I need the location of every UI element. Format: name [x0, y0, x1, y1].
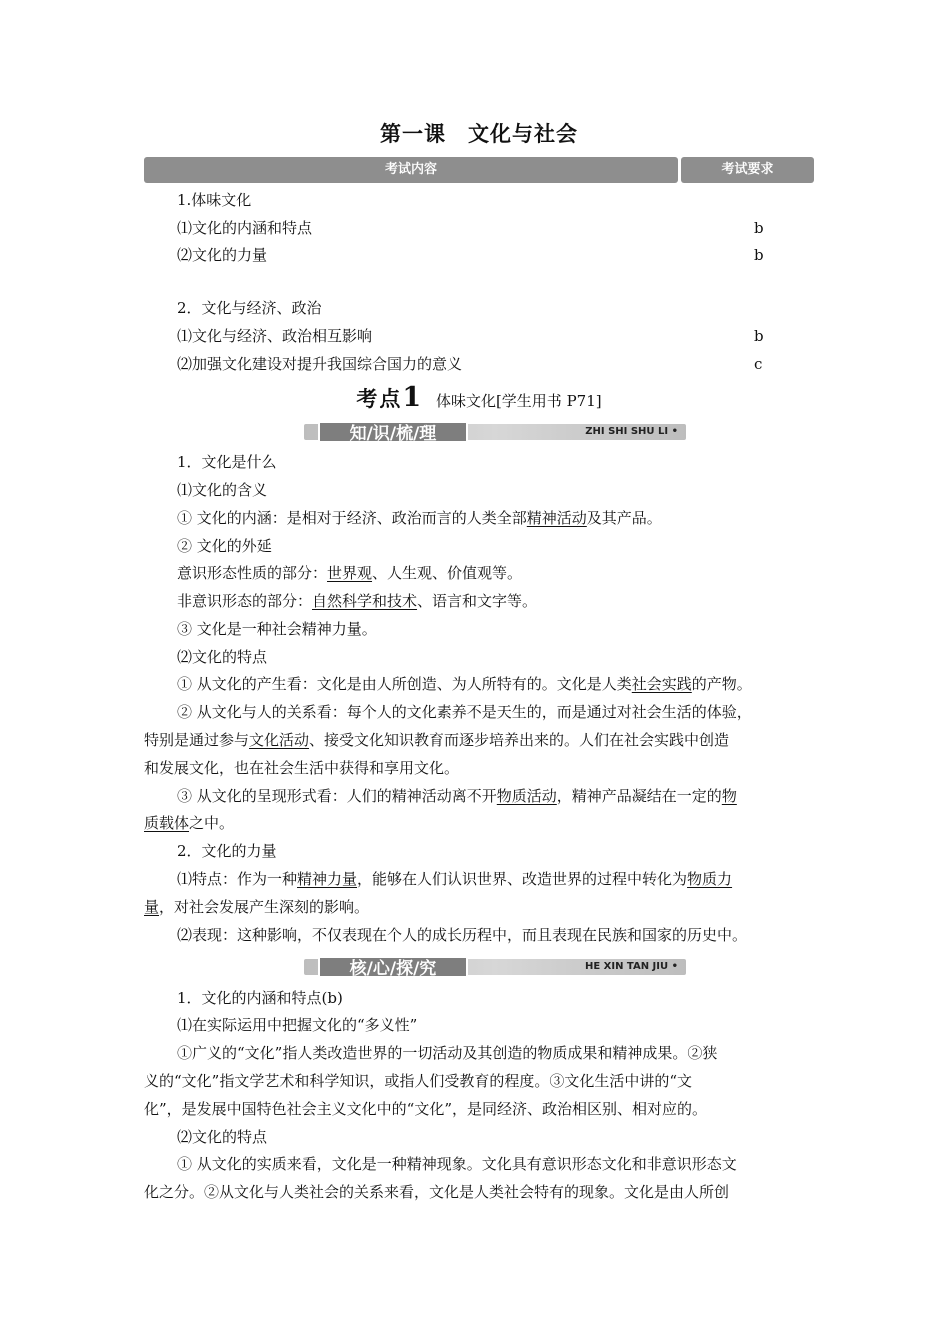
- keyword: 世界观: [327, 564, 373, 582]
- banner-tag: 核/心/探/究: [318, 956, 468, 978]
- paragraph-line: 2．文化的力量: [177, 842, 277, 860]
- paragraph-line: 化之分。②从文化与人类社会的关系来看，文化是人类社会特有的现象。文化是由人所创: [144, 1183, 730, 1201]
- keyword: 精神力量: [297, 870, 358, 888]
- page-title: 第一课 文化与社会: [380, 122, 578, 146]
- keyword: 自然科学和技术: [312, 592, 418, 610]
- keyword: 精神活动: [526, 509, 587, 527]
- keyword: 物: [721, 787, 737, 805]
- paragraph-line: 意识形态性质的部分：世界观、人生观、价值观等。: [177, 564, 523, 582]
- requirements-table-header: [144, 157, 814, 183]
- paragraph-line: ⑵文化的特点: [177, 1128, 268, 1146]
- row-text: 1.体味文化: [177, 191, 252, 209]
- kaodian-label: 考点1: [356, 382, 424, 413]
- table-row: [177, 245, 777, 265]
- keyword: 质载体: [144, 814, 190, 832]
- row-level: b: [754, 327, 764, 345]
- keyword: 物质活动: [496, 787, 557, 805]
- row-text: 2．文化与经济、政治: [177, 299, 322, 317]
- section-banner-hexin: [304, 956, 686, 978]
- paragraph-line: ③ 从文化的呈现形式看：人们的精神活动离不开物质活动，精神产品凝结在一定的物: [177, 787, 737, 805]
- table-row: [177, 190, 777, 210]
- paragraph-line: 化”，是发展中国特色社会主义文化中的“文化”，是同经济、政治相区别、相对应的。: [144, 1100, 708, 1118]
- kaodian-heading: [144, 382, 814, 413]
- row-text: ⑵文化的力量: [177, 246, 268, 264]
- row-text: ⑵加强文化建设对提升我国综合国力的意义: [177, 355, 463, 373]
- paragraph-line: 和发展文化，也在社会生活中获得和享用文化。: [144, 759, 460, 777]
- table-row: [177, 326, 777, 346]
- paragraph-line: ①广义的“文化”指人类改造世界的一切活动及其创造的物质成果和精神成果。②狭: [177, 1044, 718, 1062]
- row-level: c: [754, 355, 763, 373]
- paragraph-line: 质载体之中。: [144, 814, 235, 832]
- col-level-header: 考试要求: [681, 157, 814, 183]
- row-text: ⑴文化与经济、政治相互影响: [177, 327, 373, 345]
- paragraph-line: 义的“文化”指文学艺术和科学知识，或指人们受教育的程度。③文化生活中讲的“文: [144, 1072, 693, 1090]
- row-level: b: [754, 246, 764, 264]
- keyword: 量: [144, 898, 160, 916]
- paragraph-line: ② 从文化与人的关系看：每个人的文化素养不是天生的，而是通过对社会生活的体验，: [177, 703, 752, 721]
- banner-tag: 知/识/梳/理: [318, 421, 468, 443]
- keyword: 物质力: [687, 870, 733, 888]
- paragraph-line: 量，对社会发展产生深刻的影响。: [144, 898, 370, 916]
- col-content-header: 考试内容: [144, 157, 678, 183]
- paragraph-line: ⑵文化的特点: [177, 648, 268, 666]
- table-row: [177, 218, 777, 238]
- paragraph-line: ⑵表现：这种影响，不仅表现在个人的成长历程中，而且表现在民族和国家的历史中。: [177, 926, 748, 944]
- paragraph-line: 1．文化是什么: [177, 453, 277, 471]
- paragraph-line: ① 从文化的实质来看，文化是一种精神现象。文化具有意识形态文化和非意识形态文: [177, 1155, 737, 1173]
- paragraph-line: ② 文化的外延: [177, 537, 272, 555]
- paragraph-line: ⑴文化的含义: [177, 481, 268, 499]
- paragraph-line: 非意识形态的部分：自然科学和技术、语言和文字等。: [177, 592, 538, 610]
- paragraph-line: ⑴特点：作为一种精神力量，能够在人们认识世界、改造世界的过程中转化为物质力: [177, 870, 733, 888]
- paragraph-line: 特别是通过参与文化活动、接受文化知识教育而逐步培养出来的。人们在社会实践中创造: [144, 731, 730, 749]
- row-level: b: [754, 219, 764, 237]
- keyword: 文化活动: [249, 731, 310, 749]
- paragraph-line: ① 文化的内涵：是相对于经济、政治而言的人类全部精神活动及其产品。: [177, 509, 662, 527]
- paragraph-line: ③ 文化是一种社会精神力量。: [177, 620, 377, 638]
- banner-pinyin: HE XIN TAN JIU •: [584, 961, 678, 972]
- banner-pinyin: ZHI SHI SHU LI •: [585, 426, 678, 437]
- kaodian-subtitle: 体味文化[学生用书 P71]: [435, 392, 602, 410]
- table-row: [177, 298, 777, 318]
- paragraph-line: ① 从文化的产生看：文化是由人所创造、为人所特有的。文化是人类社会实践的产物。: [177, 675, 752, 693]
- table-row: [177, 354, 777, 374]
- keyword: 社会实践: [631, 675, 692, 693]
- row-text: ⑴文化的内涵和特点: [177, 219, 313, 237]
- paragraph-line: 1．文化的内涵和特点(b): [177, 989, 343, 1007]
- section-banner-zhishi: [304, 421, 686, 443]
- paragraph-line: ⑴在实际运用中把握文化的“多义性”: [177, 1016, 418, 1034]
